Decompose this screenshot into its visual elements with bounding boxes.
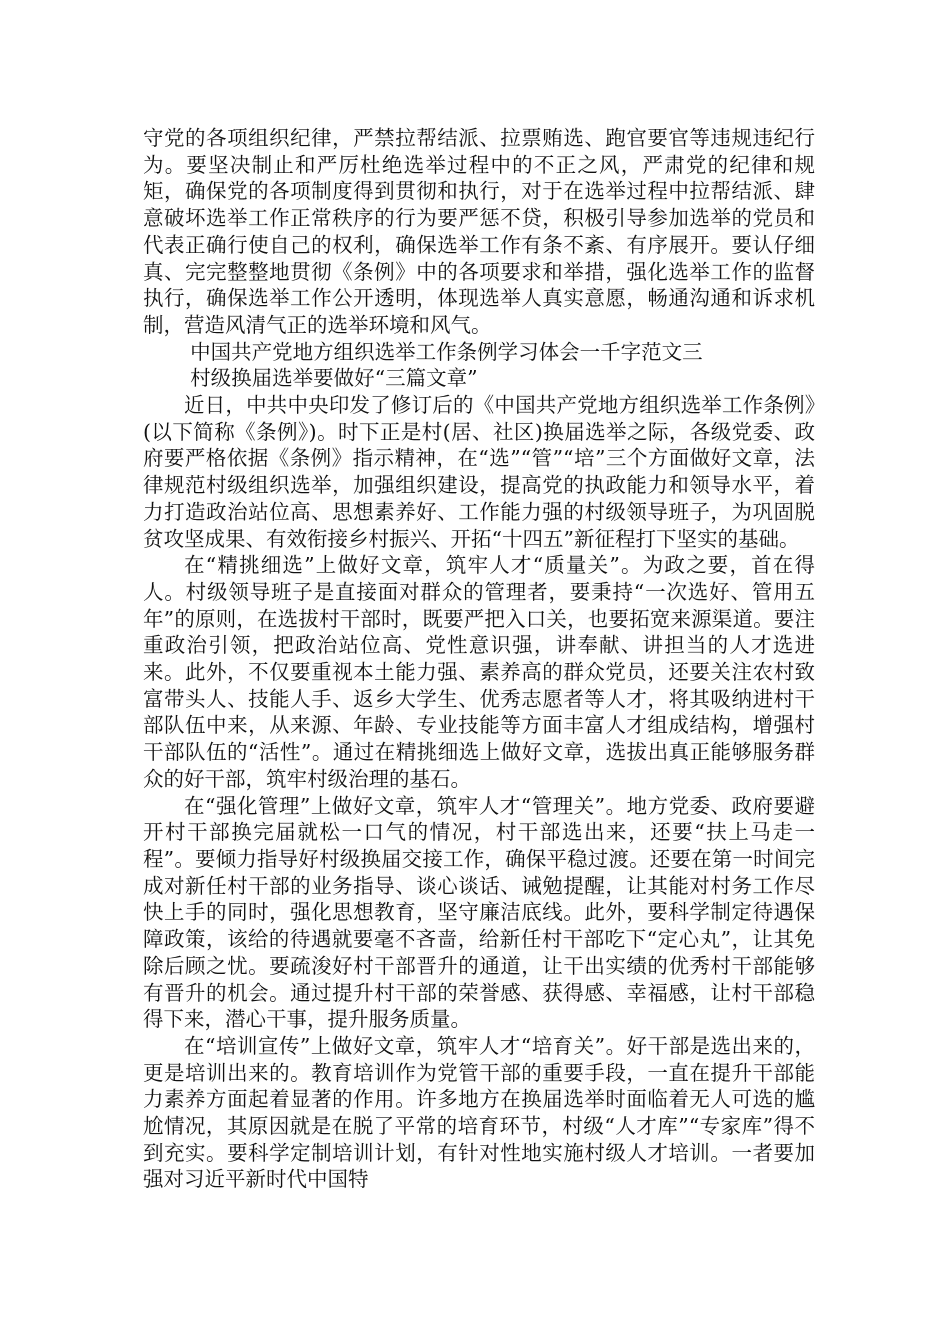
- paragraph-management: 在“强化管理”上做好文章，筑牢人才“管理关”。地方党委、政府要避开村干部换完届就松一口气的情况，村干部选出来，还要“扶上马走一程”。要倾力指导好村级换届交接工作，确保平稳过渡。还要在第一时间完成对新任村干部的业务指导、谈心谈话、诫勉提醒，让其能对村务工作尽快上手的同时，强化思想教育，坚守廉洁底线。此外，要科学制定待遇保障政策，该给的待遇就要毫不吝啬，给新任村干部吃下“定心丸”，让其免除后顾之忧。要疏浚好村干部晋升的通道，让干出实绩的优秀村干部能够有晋升的机会。通过提升村干部的荣誉感、获得感、幸福感，让村干部稳得下来，潜心干事，提升服务质量。: [143, 793, 815, 1032]
- paragraph-continuation: 守党的各项组织纪律，严禁拉帮结派、拉票贿选、跑官要官等违规违纪行为。要坚决制止和严厉杜绝选举过程中的不正之风，严肃党的纪律和规矩，确保党的各项制度得到贯彻和执行，对于在选举过程中拉帮结派、肆意破坏选举工作正常秩序的行为要严惩不贷，积极引导参加选举的党员和代表正确行使自己的权利，确保选举工作有条不紊、有序展开。要认仔细真、完完整整地贯彻《条例》中的各项要求和举措，强化选举工作的监督执行，确保选举工作公开透明，体现选举人真实意愿，畅通沟通和诉求机制，营造风清气正的选举环境和风气。: [143, 126, 815, 337]
- article-subtitle: 村级换届选举要做好“三篇文章”: [190, 366, 478, 391]
- paragraph-intro: 近日，中共中央印发了修订后的《中国共产党地方组织选举工作条例》(以下简称《条例》)。时下正是村(居、社区)换届选举之际，各级党委、政府要严格依据《条例》指示精神，在“选”“管”“培”三个方面做好文章，法律规范村级组织选举，加强组织建设，提高党的执政能力和领导水平，着力打造政治站位高、思想素养好、工作能力强的村级领导班子，为巩固脱贫攻坚成果、有效衔接乡村振兴、开拓“十四五”新征程打下坚实的基础。: [143, 393, 815, 551]
- paragraph-selection: 在“精挑细选”上做好文章，筑牢人才“质量关”。为政之要，首在得人。村级领导班子是直接面对群众的管理者，要秉持“一次选好、管用五年”的原则，在选拔村干部时，既要严把入口关，也要拓宽来源渠道。要注重政治引领，把政治站位高、党性意识强，讲奉献、讲担当的人才选进来。此外，不仅要重视本土能力强、素养高的群众党员，还要关注农村致富带头人、技能人手、返乡大学生、优秀志愿者等人才，将其吸纳进村干部队伍中来，从来源、年龄、专业技能等方面丰富人才组成结构，增强村干部队伍的“活性”。通过在精挑细选上做好文章，选拔出真正能够服务群众的好干部，筑牢村级治理的基石。: [143, 553, 815, 791]
- article-title: 中国共产党地方组织选举工作条例学习体会一千字范文三: [190, 339, 703, 364]
- document-body: [143, 125, 815, 1193]
- paragraph-training: 在“培训宣传”上做好文章，筑牢人才“培育关”。好干部是选出来的，更是培训出来的。教育培训作为党管干部的重要手段，一直在提升干部能力素养方面起着显著的作用。许多地方在换届选举时面临着无人可选的尴尬情况，其原因就是在脱了平常的培育环节，村级“人才库”“专家库”得不到充实。要科学定制培训计划，有针对性地实施村级人才培训。一者要加强对习近平新时代中国特: [143, 1033, 815, 1192]
